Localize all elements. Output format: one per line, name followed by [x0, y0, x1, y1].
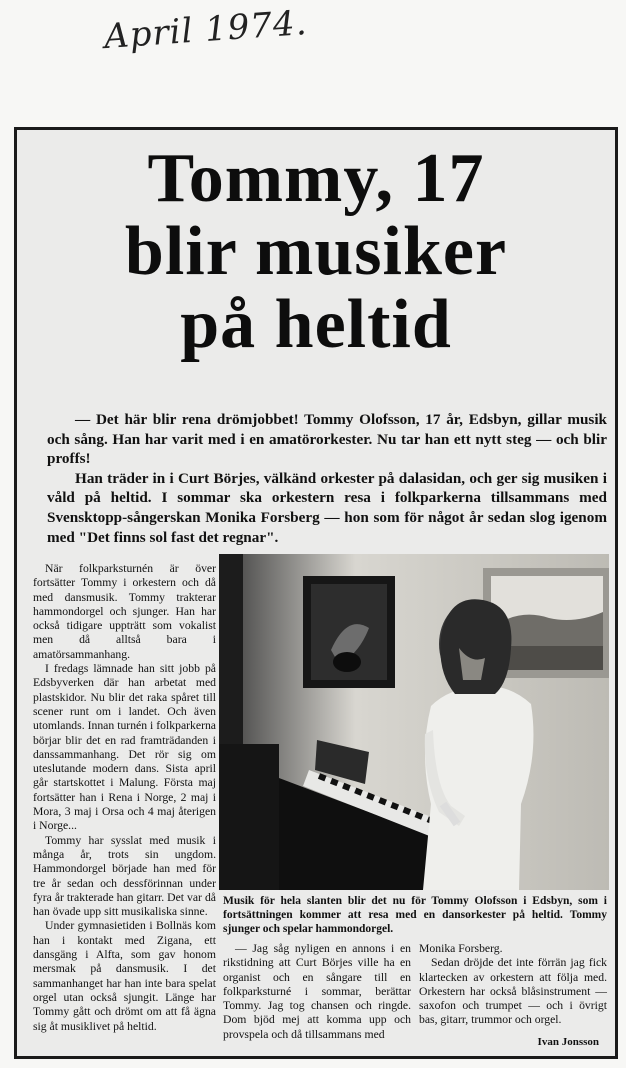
lede — [47, 410, 607, 547]
lede-paragraph: Han träder in i Curt Börjes, välkänd orkester på dalasidan, och ger sig musiken i våld på heltid. I sommar ska orkestern resa i folkparkerna tillsammans med Svensktopp-sångerskan Monika Forsberg — hon som för något år sedan slog igenom med "Det finns sol fast det regnar". — [47, 469, 607, 546]
article-paragraph: I fredags lämnade han sitt jobb på Edsbyverken där han arbetat med plastskidor. Nu blir det raka spåret till scener runt om i landet. Och även utomlands. Innan turnén i folkparkerna börjar blir det en rad framträdanden i danssammanhang. Det rör sig om uteslutande modern dans. Sista april går startskottet i Malung. Första maj fortsätter han i Rena i Norge, 2 maj i Mora, 3 maj i Orsa och 4 maj återigen i Norge... — [33, 662, 216, 833]
right-column — [419, 942, 607, 1028]
left-column — [33, 562, 216, 1034]
article-paragraph: Monika Forsberg. — [419, 942, 503, 955]
article-paragraph: När folkparksturnén är över fortsätter Tommy i orkestern och då med dansmusik. Tommy trakterar hammondorgel och sjunger. Han har också tidigare uppträtt som vokalist men då alltså bara i amatörsammanhang. — [33, 562, 216, 661]
middle-column — [223, 942, 411, 1042]
newspaper-clipping — [14, 127, 618, 1059]
article-paragraph: Sedan dröjde det inte förrän jag fick klartecken av orkestern att följa med. Orkestern har också blåsinstrument — saxofon och trumpet — och i övrigt bas, gitarr, trummor och orgel. — [419, 956, 607, 1027]
byline: Ivan Jonsson — [537, 1036, 599, 1048]
photo — [219, 554, 609, 890]
article-paragraph: Under gymnasietiden i Bollnäs kom han i kontakt med Zigana, ett dansgäng i Alfta, som gav honom mersmak på dansmusik. I det sammanhanget har han inte bara spelat orgel utan också sjungit. Länge har Tommy gått och drömt om att få ägna sig åt musiklivet på heltid. — [33, 919, 216, 1033]
headline-line: blir musiker — [124, 213, 508, 290]
headline — [17, 142, 615, 361]
headline-line: Tommy, 17 — [147, 140, 485, 217]
article-paragraph: Tommy har sysslat med musik i många år, trots sin ungdom. Hammondorgel började han med för tre år sedan och dessförinnan under fyra år trakterade han gitarr. Det var då han övade upp sitt musikaliska sinne. — [33, 833, 216, 919]
headline-line: på heltid — [180, 286, 452, 363]
handwritten-date: April 1974. — [102, 2, 309, 58]
lede-paragraph: — Det här blir rena drömjobbet! Tommy Olofsson, 17 år, Edsbyn, gillar musik och sång. Han har varit med i en amatörorkester. Nu tar han ett nytt steg — och blir proffs! — [47, 411, 607, 468]
article-paragraph: — Jag såg nyligen en annons i en rikstidning att Curt Börjes ville ha en organist och en sångare till en folkparksturné i sommar, berättar Tommy. Jag tog chansen och ringde. Dom bjöd mej att komma upp och provspela och då tillsammans med — [223, 942, 411, 1041]
photo-caption: Musik för hela slanten blir det nu för Tommy Olofsson i Edsbyn, som i fortsättningen kommer att resa med en dansorkester på heltid. Tommy sjunger och spelar hammondorgel. — [223, 895, 607, 935]
photo-illustration — [219, 554, 609, 890]
